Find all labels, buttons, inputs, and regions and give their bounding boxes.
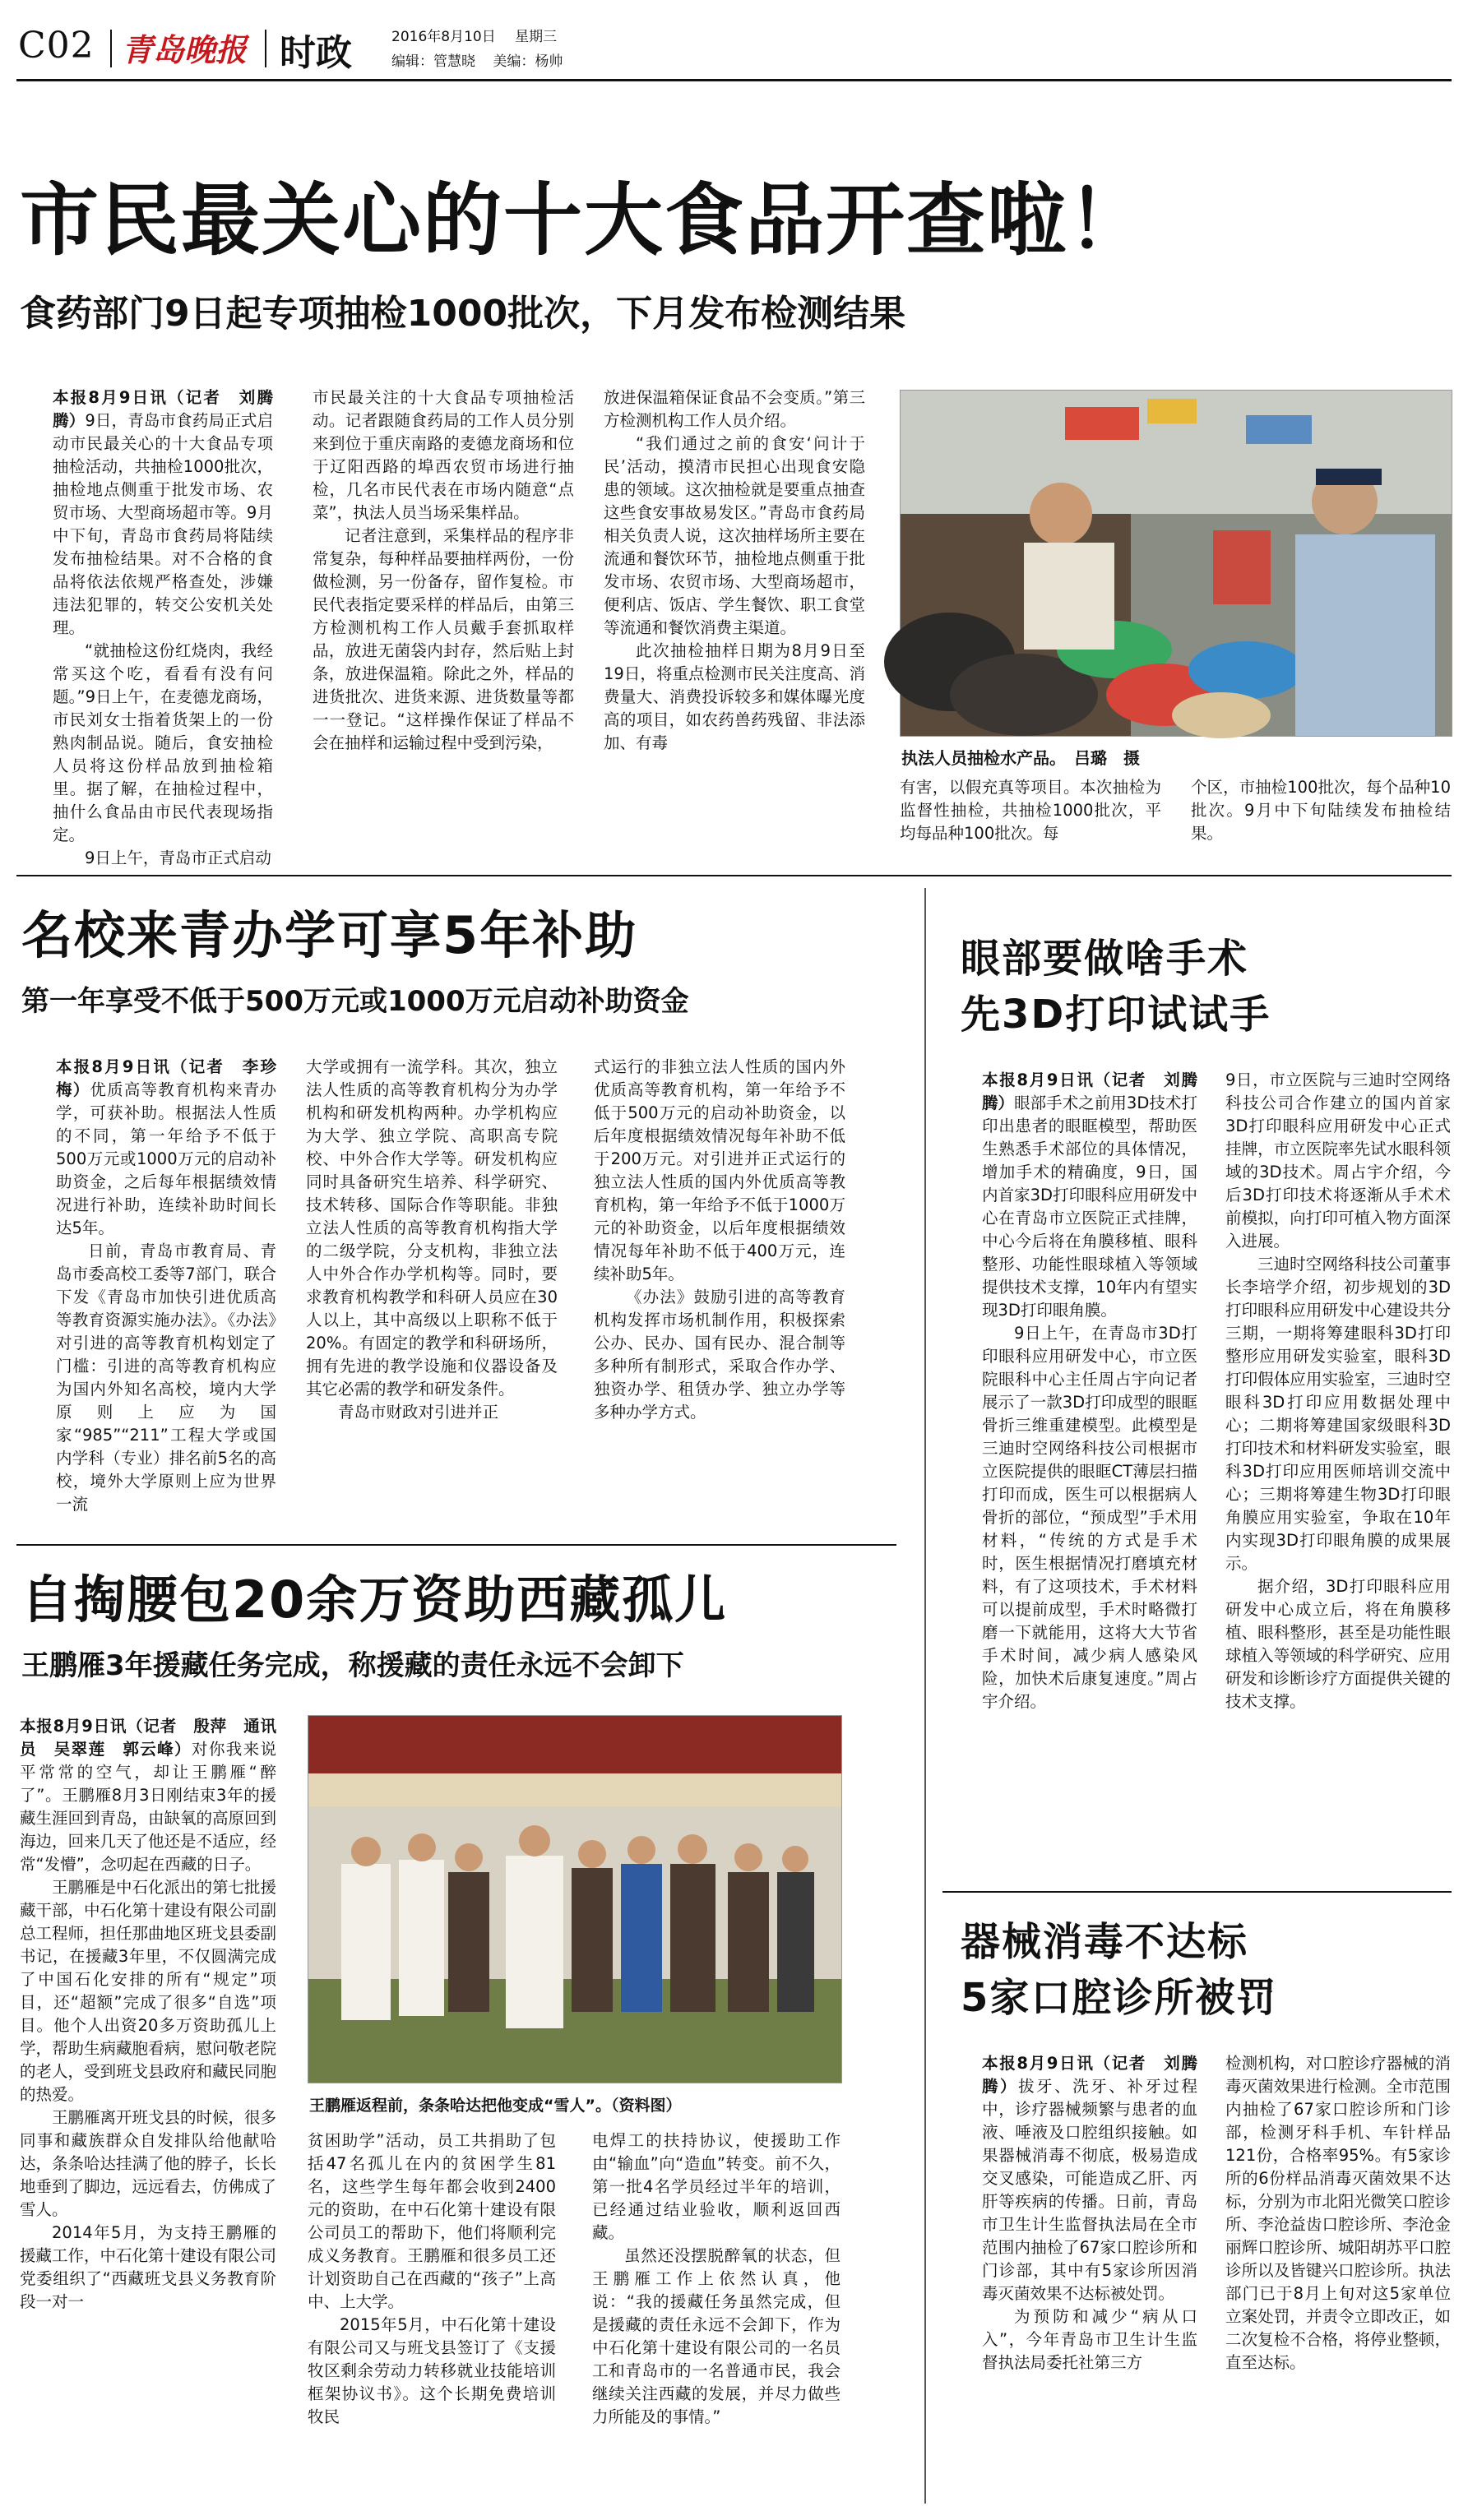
story1-photo: [900, 390, 1452, 737]
story1-text-1b: “就抽检这份红烧肉，我经常买这个吃，看看有没有问题。”9日上午，在麦德龙商场，市民刘女士指着货架上的一份熟肉制品说。随后，食安抽检人员将这份样品放到抽检箱里。据了解，在抽检过程中，抽什么食品由市民代表现场指定。: [53, 641, 273, 844]
story3-text-3b: 虽然还没摆脱醉氧的状态，但王鹏雁工作上依然认真，他说：“我的援藏任务虽然完成，但是援藏的责任永远不会卸下，作为中石化第十建设有限公司的一名员工和青岛市的一名普通市民，我会继续关注西藏的发展，并尽力做些力所能及的事情。”: [592, 2246, 841, 2426]
header-divider-2: [265, 30, 266, 67]
story2-headline: 名校来青办学可享5年补助: [21, 905, 638, 965]
story4-column-1: [982, 1069, 1197, 1866]
story2-text-2: 大学或拥有一流学科。其次，独立法人性质的高等教育机构分为办学机构和研发机构两种。办学机构应为大学、独立学院、高职高专院校、中外合作大学等。研发机构应同时具备研究生培养、科学研究、技术转移、国际合作等职能。非独立法人性质的高等教育机构指大学的二级学院，分支机构，非独立法人中外合作办学机构等。同时，要求教育机构教学和科研人员应在30人以上，其中高级以上职称不低于20%。有固定的教学和科研场所，拥有先进的教学设施和仪器设备及其它必需的教学和研发条件。: [306, 1057, 558, 1399]
story4-column-2: [1225, 1069, 1451, 1866]
story1-text-4: 有害，以假充真等项目。本次抽检为监督性抽检，共抽检1000批次，平均每品种100批次。每: [900, 778, 1161, 843]
story5-byline: 本报8月9日讯（记者 刘腾腾）: [982, 2054, 1197, 2096]
weekday-text: 星期三: [515, 29, 558, 45]
story3-text-1: 对你我来说平常常的空气，却让王鹏雁“醉了”。王鹏雁8月3日刚结束3年的援藏生涯回到青岛，由缺氧的高原回到海边，回来几天了他还是不适应，经常“发懵”，念叨起在西藏的日子。: [20, 1740, 277, 1874]
story4-text-1: 眼部手术之前用3D技术打印出患者的眼眶模型，帮助医生熟悉手术部位的具体情况，增加手术的精确度，9日，国内首家3D打印眼科应用研发中心在青岛市立医院正式挂牌，中心今后将在角膜移植、眼科整形、功能性眼球植入等领域提供技术支撑，10年内有望实现3D打印眼角膜。: [982, 1094, 1197, 1320]
header-date: [391, 25, 557, 45]
story3-column-1: [20, 1715, 276, 2504]
story3-subheadline: 王鹏雁3年援藏任务完成，称援藏的责任永远不会卸下: [21, 1649, 684, 1682]
masthead-logo: 青岛晚报: [122, 31, 248, 68]
story1-text-1c: 9日上午，青岛市正式启动: [85, 848, 271, 867]
story5-headline-line1: 器械消毒不达标: [961, 1919, 1249, 1965]
section-name: 时政: [280, 32, 352, 74]
story1-photo-caption: 执法人员抽检水产品。 吕璐 摄: [901, 748, 1140, 768]
story2-bottom-rule: [16, 1544, 896, 1546]
story2-text-2b: 青岛市财政对引进并正: [338, 1403, 499, 1422]
story5-column-2: [1225, 2052, 1451, 2504]
story4-text-1b: 9日上午，在青岛市3D打印眼科应用研发中心，市立医院眼科中心主任周占宇向记者展示了一款3D打印成型的眼眶骨折三维重建模型。此模型是三迪时空网络科技公司根据市立医院提供的眼眶CT薄层扫描打印而成，医生可以根据病人骨折的部位，“预成型”手术用材料，“传统的方式是手术时，医生根据情况打磨填充材料，有了这项技术，手术材料可以提前成型，手术时略微打磨一下就能用，这将大大节省手术时间，减少病人感染风险，加快术后康复速度。”周占宇介绍。: [982, 1324, 1197, 1711]
story1-byline: 本报8月9日讯（记者 刘腾腾）: [53, 388, 273, 430]
story3-byline: 本报8月9日讯（记者 殷萍 通讯员 吴翠莲 郭云峰）: [20, 1717, 276, 1759]
editor-credit: 编辑：管慧晓: [391, 53, 475, 70]
header-divider-1: [110, 30, 112, 67]
story1-column-1: [53, 386, 273, 867]
designer-credit: 美编：杨帅: [493, 53, 563, 70]
story2-text-3b: 《办法》鼓励引进的高等教育机构发挥市场机制作用，积极探索公办、民办、国有民办、混合制等多种所有制形式，采取合作办学、独资办学、租赁办学、独立办学等多种办学方式。: [594, 1288, 845, 1422]
story4-byline: 本报8月9日讯（记者 刘腾腾）: [982, 1070, 1197, 1112]
header-credits: [391, 49, 563, 70]
story5-text-2: 检测机构，对口腔诊疗器械的消毒灭菌效果进行检测。全市范围内抽检了67家口腔诊所和门诊部，检测牙科手机、车针样品121份，合格率95%。有5家诊所的6份样品消毒灭菌效果不达标，分别为市北阳光微笑口腔诊所、李沧益齿口腔诊所、李沧金丽辉口腔诊所、城阳胡苏平口腔诊所以及皆键兴口腔诊所。执法部门已于8月上旬对这5家单位立案处罚，并责令立即改正，如二次复检不合格，将停业整顿，直至达标。: [1225, 2054, 1451, 2372]
story1-column-3: [604, 386, 865, 847]
story2-subheadline: 第一年享受不低于500万元或1000万元启动补助资金: [21, 985, 689, 1018]
story1-text-2b: 记者注意到，采集样品的程序非常复杂，每种样品要抽样两份，一份做检测，另一份备存，留作复检。市民代表指定要采样的样品后，由第三方检测机构工作人员戴手套抓取样品，放进无菌袋内封存，然后贴上封条，放进保温箱。除此之外，样品的进货批次、进货来源、进货数量等都一一登记。“这样操作保证了样品不会在抽样和运输过程中受到污染，: [313, 526, 574, 752]
story1-text-2: 市民最关注的十大食品专项抽检活动。记者跟随食药局的工作人员分别来到位于重庆南路的麦德龙商场和位于辽阳西路的埠西农贸市场进行抽检，几名市民代表在市场内随意“点菜”，执法人员当场采集样品。: [313, 388, 574, 522]
story1-column-2: [313, 386, 574, 847]
story4-text-2: 9日，市立医院与三迪时空网络科技公司合作建立的国内首家3D打印眼科应用研发中心正式挂牌，市立医院率先试水眼科领域的3D技术。周占宇介绍，今后3D打印技术将逐渐从手术术前模拟，向打印可植入物方面深入进展。: [1225, 1070, 1451, 1251]
story5-headline-line2: 5家口腔诊所被罚: [961, 1975, 1278, 2021]
story4-text-2c: 据介绍，3D打印眼科应用研发中心成立后，将在角膜移植、眼科整形，甚至是功能性眼球植入等领域的科学研究、应用研发和诊断诊疗方面提供关键的技术支撑。: [1225, 1577, 1451, 1711]
story4-text-2b: 三迪时空网络科技公司董事长李培学介绍，初步规划的3D打印眼科应用研发中心建设共分三期，一期将筹建眼科3D打印整形应用研发实验室，眼科3D打印假体应用实验室，三迪时空眼科3D打印应用数据处理中心；二期将筹建国家级眼科3D打印技术和材料研发实验室，眼科3D打印应用医师培训交流中心；三期将筹建生物3D打印眼角膜应用实验室，争取在10年内实现3D打印眼角膜的成果展示。: [1225, 1255, 1451, 1573]
tibet-farewell-photo-illustration: [308, 1716, 841, 2083]
story3-column-3: [592, 2129, 841, 2504]
story3-headline: 自掏腰包20余万资助西藏孤儿: [21, 1570, 728, 1630]
story1-text-1: 9日，青岛市食药局正式启动市民最关心的十大食品专项抽检活动，共抽检1000批次，抽检地点侧重于批发市场、农贸市场、大型商场超市等。9月中下旬，青岛市食药局将陆续发布抽检结果。对不合格的食品将依法依规严格查处，涉嫌违法犯罪的，转交公安机关处理。: [53, 411, 273, 637]
story5-column-1: [982, 2052, 1197, 2504]
page-header: [0, 0, 1468, 82]
date-text: 2016年8月10日: [391, 29, 496, 45]
story3-photo-caption: 王鹏雁返程前，条条哈达把他变成“雪人”。（资料图）: [309, 2097, 682, 2115]
story1-column-4: [900, 776, 1161, 850]
story3-column-2: [308, 2129, 556, 2504]
story4-headline-line2: 先3D打印试试手: [961, 992, 1271, 1038]
story2-text-1b: 日前，青岛市教育局、青岛市委高校工委等7部门，联合下发《青岛市加快引进优质高等教育资源实施办法》。《办法》对引进的高等教育机构划定了门槛：引进的高等教育机构应为国内外知名高校，境内大学原则上应为国家“985”“211”工程大学或国内学科（专业）排名前5名的高校，境外大学原则上应为世界一流: [56, 1242, 276, 1514]
story2-column-3: [594, 1056, 845, 1516]
story1-text-3: 放进保温箱保证食品不会变质。”第三方检测机构工作人员介绍。: [604, 388, 865, 430]
story1-subheadline: 食药部门9日起专项抽检1000批次，下月发布检测结果: [20, 293, 906, 335]
story1-headline: 市民最关心的十大食品开查啦！: [20, 174, 1148, 266]
story3-photo: [308, 1715, 842, 2083]
page-number: C02: [18, 25, 95, 67]
story1-column-5: [1191, 776, 1451, 850]
story2-text-1: 优质高等教育机构来青办学，可获补助。根据法人性质的不同，第一年给予不低于500万元或1000万元的启动补助资金，之后每年根据绩效情况进行补助，连续补助时间长达5年。: [56, 1080, 276, 1237]
story2-column-2: [306, 1056, 558, 1516]
story5-text-1b: 为预防和减少“病从口入”，今年青岛市卫生计生监督执法局委托社第三方: [982, 2307, 1197, 2372]
story5-text-1: 拔牙、洗牙、补牙过程中，诊疗器械频繁与患者的血液、唾液及口腔组织接触。如果器械消毒不彻底，极易造成交叉感染，可能造成乙肝、丙肝等疾病的传播。日前，青岛市卫生计生监督执法局在全市范围内抽检了67家口腔诊所和门诊部，其中有5家诊所因消毒灭菌效果不达标被处罚。: [982, 2077, 1197, 2303]
story4-headline-line1: 眼部要做啥手术: [961, 936, 1249, 982]
right-column-divider: [924, 888, 926, 2504]
story3-text-1d: 2014年5月，为支持王鹏雁的援藏工作，中石化第十建设有限公司党委组织了“西藏班戈县义务教育阶段一对一: [20, 2223, 277, 2311]
story3-text-2: 贫困助学”活动，员工共捐助了包括47名孤儿在内的贫困学生81名，这些学生每年都会收到2400元的资助，在中石化第十建设有限公司员工的帮助下，他们将顺利完成义务教育。王鹏雁和很多员工还计划资助自己在西藏的“孩子”上高中、上大学。: [308, 2131, 556, 2311]
story1-text-5: 个区，市抽检100批次，每个品种10批次。9月中下旬陆续发布抽检结果。: [1191, 778, 1451, 843]
story3-text-3: 电焊工的扶持协议，使援助工作由“输血”向“造血”转变。前不久，第一批4名学员经过半年的培训，已经通过结业验收，顺利返回西藏。: [592, 2131, 841, 2242]
story1-bottom-rule: [16, 875, 1452, 876]
story4-bottom-rule: [942, 1891, 1452, 1893]
story2-text-3: 式运行的非独立法人性质的国内外优质高等教育机构，第一年给予不低于500万元的启动补助资金，以后年度根据绩效情况每年补助不低于200万元。对引进并正式运行的独立法人性质的国内外优质高等教育机构，第一年给予不低于1000万元的补助资金，以后年度根据绩效情况每年补助不低于400万元，连续补助5年。: [594, 1057, 845, 1283]
story1-text-3c: 此次抽检抽样日期为8月9日至19日，将重点检测市民关注度高、消费量大、消费投诉较多和媒体曝光度高的项目，如农药兽药残留、非法添加、有毒: [604, 641, 865, 752]
story3-text-1b: 王鹏雁是中石化派出的第七批援藏干部，中石化第十建设有限公司副总工程师，担任那曲地区班戈县委副书记，在援藏3年里，不仅圆满完成了中国石化安排的所有“规定”项目，还“超额”完成了很多“自选”项目。他个人出资20多万资助孤儿上学，帮助生病藏胞看病，慰问敬老院的老人，受到班戈县政府和藏民同胞的热爱。: [20, 1878, 277, 2104]
story1-text-3b: “我们通过之前的食安‘问计于民’活动，摸清市民担心出现食安隐患的领域。这次抽检就是要重点抽查这些食安事故易发区。”青岛市食药局相关负责人说，这次抽样场所主要在流通和餐饮环节，抽检地点侧重于批发市场、农贸市场、大型商场超市，便利店、饭店、学生餐饮、职工食堂等流通和餐饮消费主渠道。: [604, 434, 865, 637]
story2-byline: 本报8月9日讯（记者 李珍梅）: [56, 1057, 276, 1099]
header-rule: [16, 79, 1452, 81]
story3-text-2b: 2015年5月，中石化第十建设有限公司又与班戈县签订了《支援牧区剩余劳动力转移就业技能培训框架协议书》。这个长期免费培训牧民: [308, 2315, 556, 2426]
market-photo-illustration: [901, 391, 1452, 736]
story2-column-1: [56, 1056, 276, 1516]
story3-text-1c: 王鹏雁离开班戈县的时候，很多同事和藏族群众自发排队给他献哈达，条条哈达挂满了他的脖子，长长地垂到了脚边，远远看去，仿佛成了雪人。: [20, 2108, 277, 2219]
